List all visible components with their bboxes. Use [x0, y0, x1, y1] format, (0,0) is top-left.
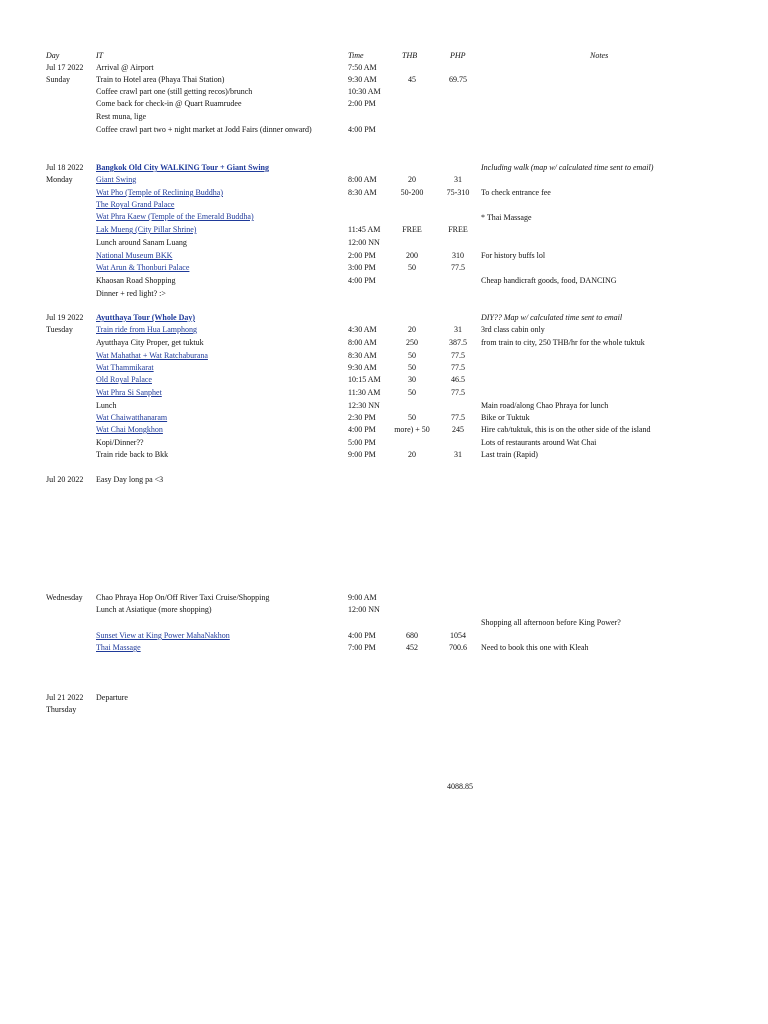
row-17-it[interactable]: Ayutthaya Tour (Whole Day) [96, 313, 196, 322]
header-it: IT [96, 51, 104, 60]
row-33-it[interactable]: Sunset View at King Power MahaNakhon [96, 631, 230, 640]
row-18-notes: 3rd class cabin only [481, 325, 545, 334]
row-18-php: 31 [454, 325, 462, 334]
row-0-time: 7:50 AM [348, 63, 377, 72]
row-13-it[interactable]: National Museum BKK [96, 251, 173, 260]
row-14-time: 3:00 PM [348, 263, 376, 272]
row-17-notes: DIY?? Map w/ calculated time sent to email [481, 313, 623, 322]
row-22-php: 46.5 [451, 375, 465, 384]
row-18-time: 4:30 AM [348, 325, 377, 334]
row-8-time: 8:30 AM [348, 188, 377, 197]
row-3-it: Come back for check-in @ Quart Ruamrudee [96, 99, 242, 108]
row-8-php: 75-310 [446, 188, 470, 197]
row-34-notes: Need to book this one with Kleah [481, 643, 589, 652]
row-21-php: 77.5 [451, 363, 465, 372]
row-15-notes: Cheap handicraft goods, food, DANCING [481, 276, 617, 285]
row-13-time: 2:00 PM [348, 251, 376, 260]
row-34-it[interactable]: Thai Massage [96, 643, 141, 652]
row-23-it[interactable]: Wat Phra Si Sanphet [96, 388, 162, 397]
row-8-thb: 50-200 [400, 188, 424, 197]
row-11-thb: FREE [402, 225, 422, 234]
row-27-time: 5:00 PM [348, 438, 376, 447]
row-5-time: 4:00 PM [348, 125, 376, 134]
row-14-it[interactable]: Wat Arun & Thonburi Palace [96, 263, 190, 272]
row-19-it: Ayutthaya City Proper, get tuktuk [96, 338, 204, 347]
row-23-thb: 50 [408, 388, 416, 397]
row-14-php: 77.5 [451, 263, 465, 272]
row-1-time: 9:30 AM [348, 75, 377, 84]
row-11-time: 11:45 AM [348, 225, 381, 234]
row-26-time: 4:00 PM [348, 425, 376, 434]
row-25-php: 77.5 [451, 413, 465, 422]
row-2-time: 10:30 AM [348, 87, 381, 96]
row-12-time: 12:00 NN [348, 238, 380, 247]
header-notes: Notes [590, 51, 609, 60]
row-21-time: 9:30 AM [348, 363, 377, 372]
row-11-it[interactable]: Lak Mueng (City Pillar Shrine) [96, 225, 197, 234]
row-14-thb: 50 [408, 263, 416, 272]
row-22-time: 10:15 AM [348, 375, 381, 384]
row-25-it[interactable]: Wat Chaiwatthanaram [96, 413, 168, 422]
row-34-php: 700.6 [449, 643, 467, 652]
row-13-notes: For history buffs lol [481, 251, 546, 260]
row-23-time: 11:30 AM [348, 388, 381, 397]
row-25-thb: 50 [408, 413, 416, 422]
row-28-it: Train ride back to Bkk [96, 450, 169, 459]
row-25-notes: Bike or Tuktuk [481, 413, 530, 422]
row-31-it: Lunch at Asiatique (more shopping) [96, 605, 212, 614]
row-24-notes: Main road/along Chao Phraya for lunch [481, 401, 609, 410]
row-1-thb: 45 [408, 75, 416, 84]
row-16-it: Dinner + red light? :> [96, 289, 166, 298]
row-18-thb: 20 [408, 325, 416, 334]
row-8-it[interactable]: Wat Pho (Temple of Reclining Buddha) [96, 188, 223, 197]
row-34-thb: 452 [406, 643, 418, 652]
row-0-it: Arrival @ Airport [96, 63, 154, 72]
row-35-day: Jul 21 2022 [46, 693, 84, 702]
row-18-it[interactable]: Train ride from Hua Lamphong [96, 325, 198, 334]
row-30-time: 9:00 AM [348, 593, 377, 602]
row-22-thb: 30 [408, 375, 416, 384]
row-34-time: 7:00 PM [348, 643, 376, 652]
row-27-notes: Lots of restaurants around Wat Chai [481, 438, 597, 447]
row-17-day: Jul 19 2022 [46, 313, 84, 322]
row-2-it: Coffee crawl part one (still getting recos)/brunch [96, 87, 253, 96]
row-27-it: Kopi/Dinner?? [96, 438, 144, 447]
row-7-day: Monday [46, 175, 73, 184]
row-26-notes: Hire cab/tuktuk, this is on the other side of the island [481, 425, 651, 434]
row-20-it[interactable]: Wat Mahathat + Wat Ratchaburana [96, 351, 208, 360]
row-24-time: 12:30 NN [348, 401, 380, 410]
row-33-php: 1054 [450, 631, 466, 640]
header-time: Time [348, 51, 364, 60]
row-33-thb: 680 [406, 631, 418, 640]
row-31-time: 12:00 NN [348, 605, 380, 614]
row-6-notes: Including walk (map w/ calculated time sent to email) [481, 163, 654, 172]
row-6-day: Jul 18 2022 [46, 163, 84, 172]
row-19-thb: 250 [406, 338, 418, 347]
row-7-php: 31 [454, 175, 462, 184]
row-0-day: Jul 17 2022 [46, 63, 84, 72]
row-29-it: Easy Day long pa <3 [96, 475, 164, 484]
row-7-it[interactable]: Giant Swing [96, 175, 137, 184]
row-22-it[interactable]: Old Royal Palace [96, 375, 152, 384]
row-11-php: FREE [448, 225, 468, 234]
row-35-it: Departure [96, 693, 128, 702]
row-15-it: Khaosan Road Shopping [96, 276, 176, 285]
row-26-thb: more) + 50 [394, 425, 430, 434]
row-20-time: 8:30 AM [348, 351, 377, 360]
row-19-notes: from train to city, 250 THB/hr for the whole tuktuk [481, 338, 645, 347]
row-19-php: 387.5 [449, 338, 467, 347]
row-20-thb: 50 [408, 351, 416, 360]
row-28-thb: 20 [408, 450, 416, 459]
row-7-time: 8:00 AM [348, 175, 377, 184]
row-32-notes: Shopping all afternoon before King Power? [481, 618, 621, 627]
row-4-it: Rest muna, lige [96, 112, 146, 121]
row-36-day: Thursday [46, 705, 77, 714]
row-12-it: Lunch around Sanam Luang [96, 238, 187, 247]
row-30-it: Chao Phraya Hop On/Off River Taxi Cruise/Shopping [96, 593, 270, 602]
row-18-day: Tuesday [46, 325, 73, 334]
row-1-php: 69.75 [449, 75, 467, 84]
row-19-time: 8:00 AM [348, 338, 377, 347]
extra-note: * Thai Massage [481, 213, 532, 222]
row-24-it: Lunch [96, 401, 117, 410]
row-8-notes: To check entrance fee [481, 188, 551, 197]
row-6-it[interactable]: Bangkok Old City WALKING Tour + Giant Swing [96, 163, 269, 172]
row-28-time: 9:00 PM [348, 450, 376, 459]
row-9-it[interactable]: The Royal Grand Palace [96, 200, 175, 209]
header-day: Day [46, 51, 60, 60]
row-28-notes: Last train (Rapid) [481, 450, 538, 459]
row-23-php: 77.5 [451, 388, 465, 397]
row-26-it[interactable]: Wat Chai Mongkhon [96, 425, 163, 434]
row-5-it: Coffee crawl part two + night market at Jodd Fairs (dinner onward) [96, 125, 312, 134]
row-28-php: 31 [454, 450, 462, 459]
row-13-thb: 200 [406, 251, 418, 260]
row-30-day: Wednesday [46, 593, 83, 602]
row-26-php: 245 [452, 425, 464, 434]
row-33-time: 4:00 PM [348, 631, 376, 640]
row-13-php: 310 [452, 251, 464, 260]
row-25-time: 2:30 PM [348, 413, 376, 422]
header-php: PHP [450, 51, 466, 60]
row-1-it: Train to Hotel area (Phaya Thai Station) [96, 75, 225, 84]
total-cost: 4088.85 [447, 782, 473, 791]
row-7-thb: 20 [408, 175, 416, 184]
header-thb: THB [402, 51, 418, 60]
row-21-it[interactable]: Wat Thammikarat [96, 363, 154, 372]
row-29-day: Jul 20 2022 [46, 475, 84, 484]
row-21-thb: 50 [408, 363, 416, 372]
row-20-php: 77.5 [451, 351, 465, 360]
row-10-it[interactable]: Wat Phra Kaew (Temple of the Emerald Buddha) [96, 212, 254, 221]
row-3-time: 2:00 PM [348, 99, 376, 108]
row-15-time: 4:00 PM [348, 276, 376, 285]
row-1-day: Sunday [46, 75, 70, 84]
